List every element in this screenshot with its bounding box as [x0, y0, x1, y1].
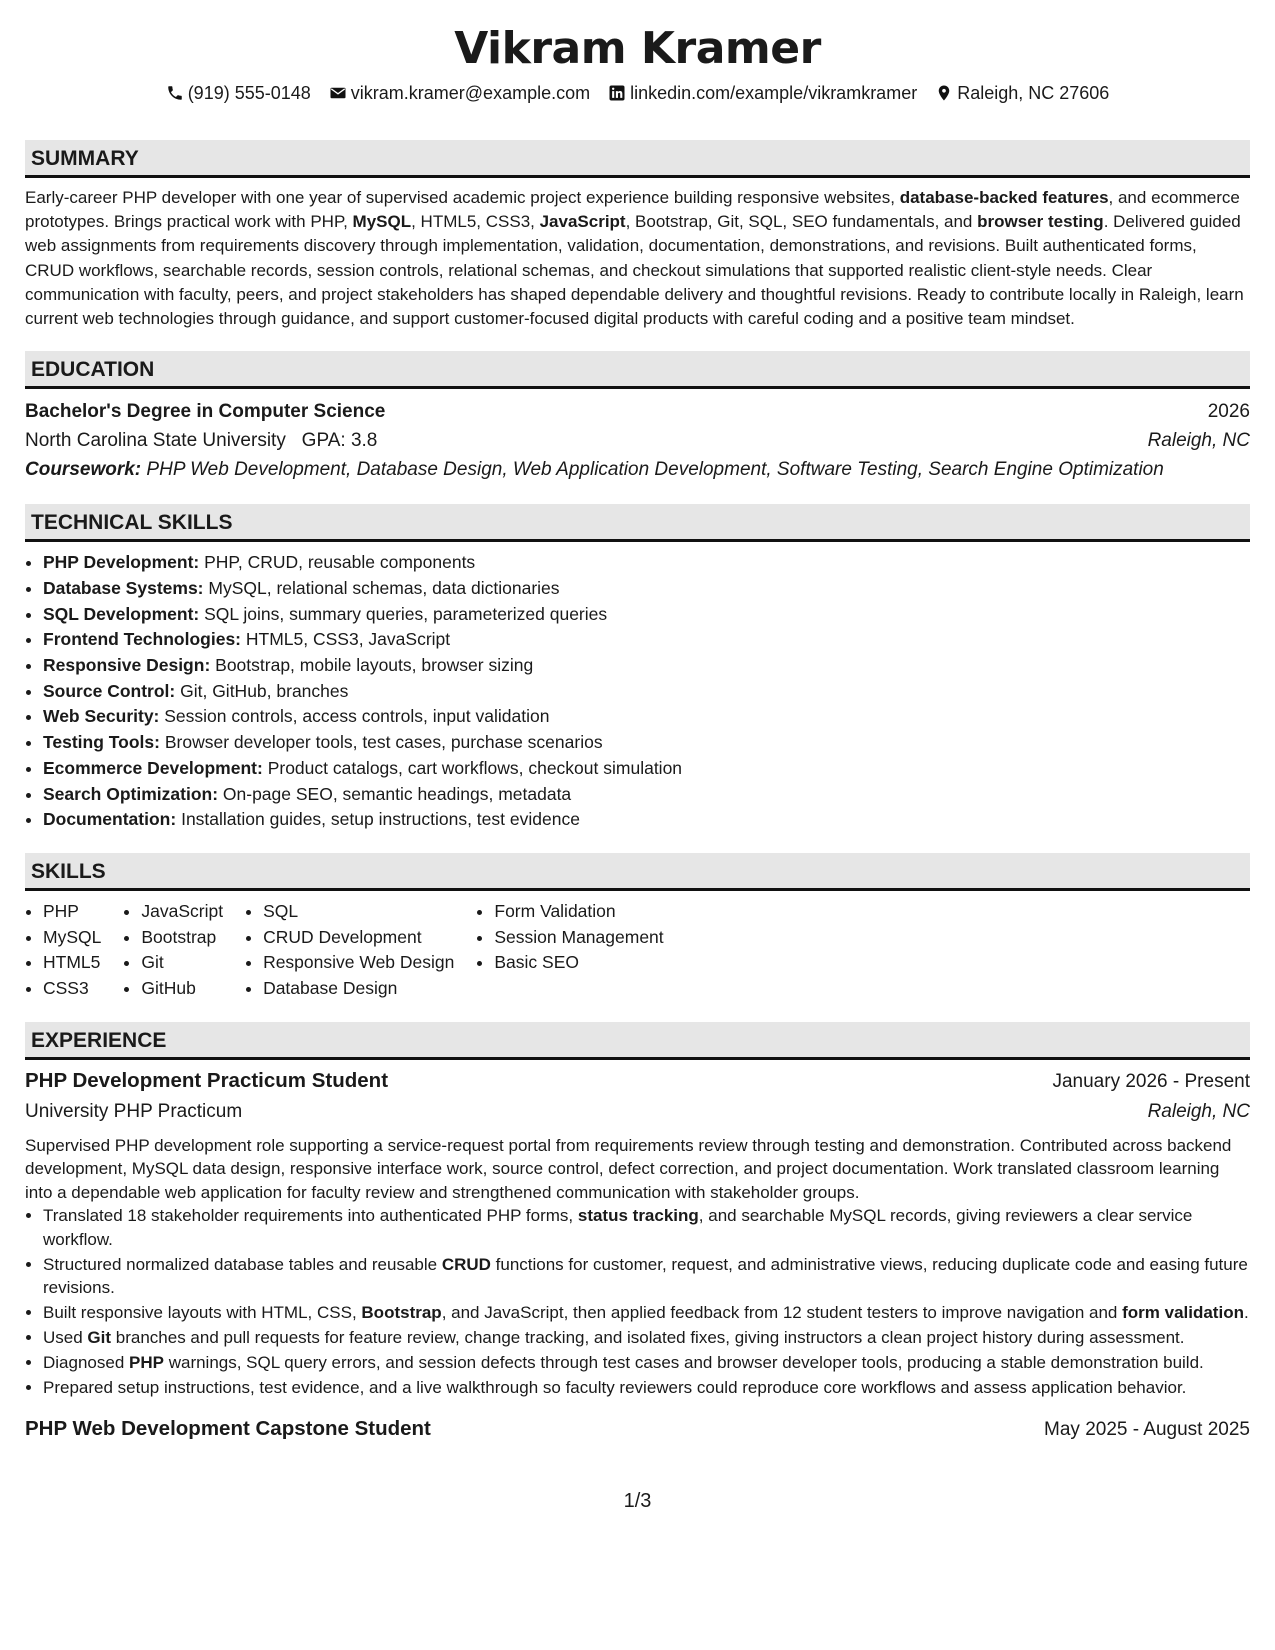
- list-item: • Database Systems: MySQL, relational schemas, data dictionaries: [43, 576, 1250, 602]
- list-item: • Form Validation: [494, 899, 663, 925]
- list-item: • Documentation: Installation guides, setup instructions, test evidence: [43, 807, 1250, 833]
- list-item: • SQL: [263, 899, 454, 925]
- job-1-org-row: [25, 1097, 1250, 1126]
- list-item: • Responsive Web Design: [263, 950, 454, 976]
- job-organization: University PHP Practicum: [25, 1100, 243, 1122]
- list-item: • Translated 18 stakeholder requirements into authenticated PHP forms, status tracking, and searchable MySQL records, giving reviewers a clear service workflow.: [43, 1204, 1250, 1251]
- job-title: PHP Web Development Capstone Student: [25, 1416, 431, 1440]
- resume-page: [25, 0, 1250, 1445]
- candidate-name: Vikram Kramer: [454, 23, 821, 74]
- skills-column-1: [25, 899, 101, 1002]
- job-1-bullets: [25, 1204, 1250, 1400]
- list-item: • Search Optimization: On-page SEO, semantic headings, metadata: [43, 782, 1250, 808]
- graduation-year: 2026: [1207, 401, 1250, 423]
- education-school-row: [25, 426, 1250, 455]
- list-item: • Testing Tools: Browser developer tools, test cases, purchase scenarios: [43, 730, 1250, 756]
- contact-location: [935, 80, 1109, 106]
- list-item: • PHP Development: PHP, CRUD, reusable components: [43, 550, 1250, 576]
- list-item: • JavaScript: [141, 899, 223, 925]
- job-dates: January 2026 - Present: [1052, 1070, 1250, 1092]
- technical-skills-list: [25, 550, 1250, 833]
- section-heading-summary: SUMMARY: [25, 140, 1250, 178]
- list-item: • Source Control: Git, GitHub, branches: [43, 679, 1250, 705]
- list-item: • GitHub: [141, 976, 223, 1002]
- email-link[interactable]: vikram.kramer@example.com: [350, 83, 591, 103]
- school-and-gpa: [25, 426, 377, 455]
- contact-bar: [25, 80, 1250, 106]
- phone-icon: [166, 84, 184, 102]
- job-title: PHP Development Practicum Student: [25, 1068, 389, 1092]
- list-item: • Used Git branches and pull requests for feature review, change tracking, and isolated fixes, giving instructors a clean project history during assessment.: [43, 1326, 1250, 1350]
- list-item: • HTML5: [43, 950, 101, 976]
- coursework-label: Coursework:: [25, 459, 142, 481]
- coursework-list: PHP Web Development, Database Design, Web Application Development, Software Testing, Search Engine Optimization: [146, 459, 1164, 481]
- list-item: • Session Management: [494, 925, 663, 951]
- job-1-header: [25, 1066, 1250, 1097]
- job-location: Raleigh, NC: [1147, 1100, 1250, 1122]
- list-item: • Basic SEO: [494, 950, 663, 976]
- linkedin-icon: [608, 84, 626, 102]
- list-item: • CSS3: [43, 976, 101, 1002]
- section-heading-education: EDUCATION: [25, 351, 1250, 389]
- contact-email: [329, 80, 590, 106]
- section-heading-experience: EXPERIENCE: [25, 1022, 1250, 1060]
- list-item: • PHP: [43, 899, 101, 925]
- contact-linkedin: [608, 80, 917, 106]
- list-item: • Responsive Design: Bootstrap, mobile layouts, browser sizing: [43, 653, 1250, 679]
- section-heading-technical-skills: TECHNICAL SKILLS: [25, 504, 1250, 542]
- list-item: • Ecommerce Development: Product catalogs, cart workflows, checkout simulation: [43, 756, 1250, 782]
- education-degree-row: [25, 397, 1250, 426]
- school-location: Raleigh, NC: [1147, 430, 1250, 452]
- degree-title: Bachelor's Degree in Computer Science: [25, 401, 386, 423]
- skills-columns: [25, 899, 1250, 1002]
- list-item: • MySQL: [43, 925, 101, 951]
- list-item: • Git: [141, 950, 223, 976]
- job-description: Supervised PHP development role supporting a service-request portal from requirements review through testing and demonstration. Contributed across backend development, MySQL data design, responsive interface work, source control, defect correction, and project documentation. Work translated classroom learning into a dependable web application for faculty review and strengthened communication with stakeholder groups.: [25, 1135, 1232, 1202]
- list-item: • Diagnosed PHP warnings, SQL query errors, and session defects through test cases and browser developer tools, producing a stable demonstration build.: [43, 1351, 1250, 1375]
- list-item: • Web Security: Session controls, access controls, input validation: [43, 704, 1250, 730]
- school-name: North Carolina State University: [25, 430, 286, 452]
- list-item: • SQL Development: SQL joins, summary queries, parameterized queries: [43, 602, 1250, 628]
- list-item: • CRUD Development: [263, 925, 454, 951]
- skills-column-3: [245, 899, 454, 1002]
- list-item: • Database Design: [263, 976, 454, 1002]
- map-pin-icon: [935, 84, 953, 102]
- phone-text[interactable]: (919) 555-0148: [187, 83, 311, 103]
- location-text: Raleigh, NC 27606: [957, 83, 1110, 103]
- list-item: • Bootstrap: [141, 925, 223, 951]
- job-2-header: [25, 1414, 1250, 1445]
- section-heading-skills: SKILLS: [25, 853, 1250, 891]
- list-item: • Built responsive layouts with HTML, CSS, Bootstrap, and JavaScript, then applied feedback from 12 student testers to improve navigation and form validation.: [43, 1301, 1250, 1325]
- envelope-icon: [329, 84, 347, 102]
- job-dates: May 2025 - August 2025: [1044, 1418, 1250, 1440]
- contact-phone: [166, 80, 311, 106]
- list-item: • Prepared setup instructions, test evidence, and a live walkthrough so faculty reviewers could reproduce core workflows and assess application behavior.: [43, 1376, 1250, 1400]
- skills-column-2: [123, 899, 223, 1002]
- list-item: • Frontend Technologies: HTML5, CSS3, JavaScript: [43, 627, 1250, 653]
- summary-paragraph: Early-career PHP developer with one year of supervised academic project experience building responsive websites, database-backed features, and ecommerce prototypes. Brings practical work with PHP, MySQL, HTML5, CSS3, JavaScript, Bootstrap, Git, SQL, SEO fundamentals, and browser testing. Delivered guided web assignments from requirements discovery through implementation, validation, documentation, demonstrations, and revisions. Built authenticated forms, CRUD workflows, searchable records, session controls, relational schemas, and checkout simulations that supported realistic client-style needs. Clear communication with faculty, peers, and project stakeholders has shaped dependable delivery and thoughtful revisions. Ready to contribute locally in Raleigh, learn current web technologies through guidance, and support customer-focused digital products with careful coding and a positive team mindset.: [25, 188, 1244, 329]
- linkedin-link[interactable]: linkedin.com/example/vikramkramer: [630, 83, 918, 103]
- skills-column-4: [476, 899, 663, 1002]
- list-item: • Structured normalized database tables and reusable CRUD functions for customer, request, and administrative views, reducing duplicate code and easing future revisions.: [43, 1253, 1250, 1300]
- gpa: GPA: 3.8: [301, 430, 378, 452]
- coursework: [25, 455, 1250, 484]
- page-indicator: 1/3: [623, 1490, 652, 1512]
